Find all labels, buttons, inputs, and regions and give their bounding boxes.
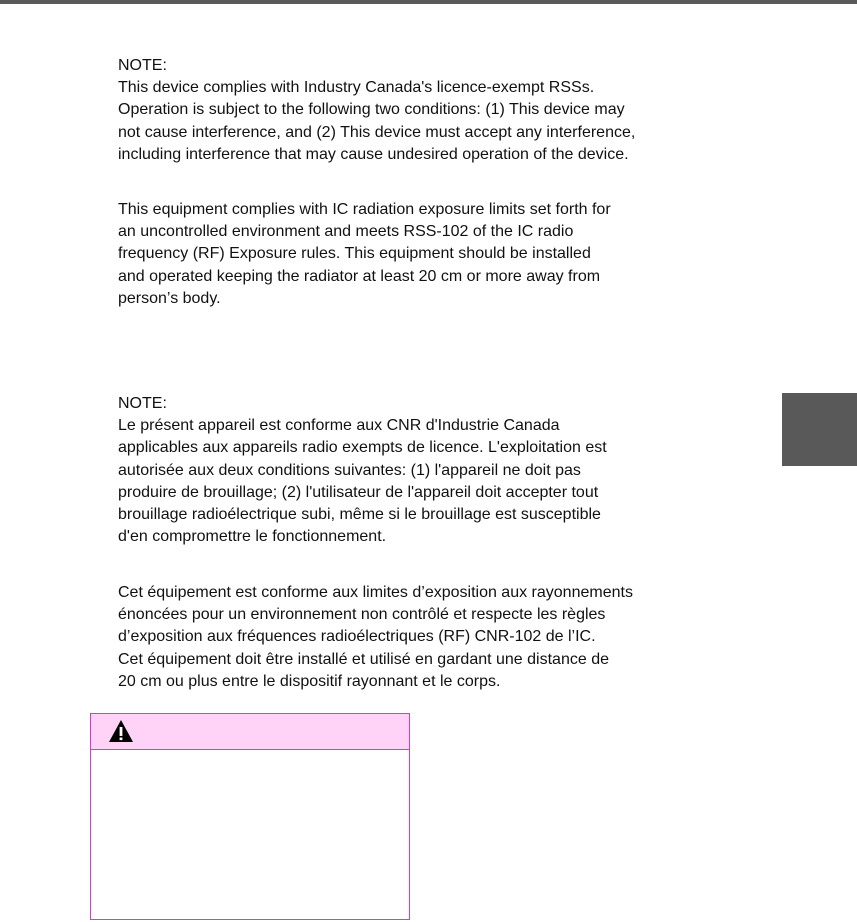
english-paragraph-2: This equipment complies with IC radiation exposure limits set forth for an uncontrolled environment and meets RSS-102 of the IC radio frequency (RF) Exposure rules. This equipment should be installed and operated keeping the radiator at least 20 cm or more away from person’s body.	[118, 201, 611, 307]
english-note-section	[118, 55, 758, 166]
english-paragraph-1: This device complies with Industry Canada's licence-exempt RSSs. Operation is subject to the following two conditions: (1) This device may not cause interference, and (2) This device must accept any interference, including interference that may cause undesired operation of the device.	[118, 79, 636, 163]
chapter-side-tab	[782, 393, 857, 466]
french-note-label: NOTE:	[118, 395, 167, 412]
english-note-label: NOTE:	[118, 57, 167, 74]
warning-header	[91, 714, 409, 750]
warning-box	[90, 713, 410, 920]
warning-triangle-icon	[108, 719, 134, 743]
french-paragraph-1: Le présent appareil est conforme aux CNR d'Industrie Canada applicables aux appareils radio exempts de licence. L'exploitation est autorisée aux deux conditions suivantes: (1) l'appareil ne doit pas produire de brouillage; (2) l'utilisateur de l'appareil doit accepter tout brouillage radioélectrique subi, même si le brouillage est susceptible d'en compromettre le fonctionnement.	[118, 417, 607, 546]
english-rf-section	[118, 199, 758, 310]
french-paragraph-2: Cet équipement est conforme aux limites d’exposition aux rayonnements énoncées pour un environnement non contrôlé et respecte les règles d’exposition aux fréquences radioélectriques (RF) CNR-102 de l’IC. Cet équipement doit être installé et utilisé en gardant une distance de 20 cm ou plus entre le dispositif rayonnant et le corps.	[118, 584, 633, 690]
french-rf-section	[118, 582, 758, 693]
french-note-section	[118, 393, 758, 548]
top-rule	[0, 0, 857, 4]
